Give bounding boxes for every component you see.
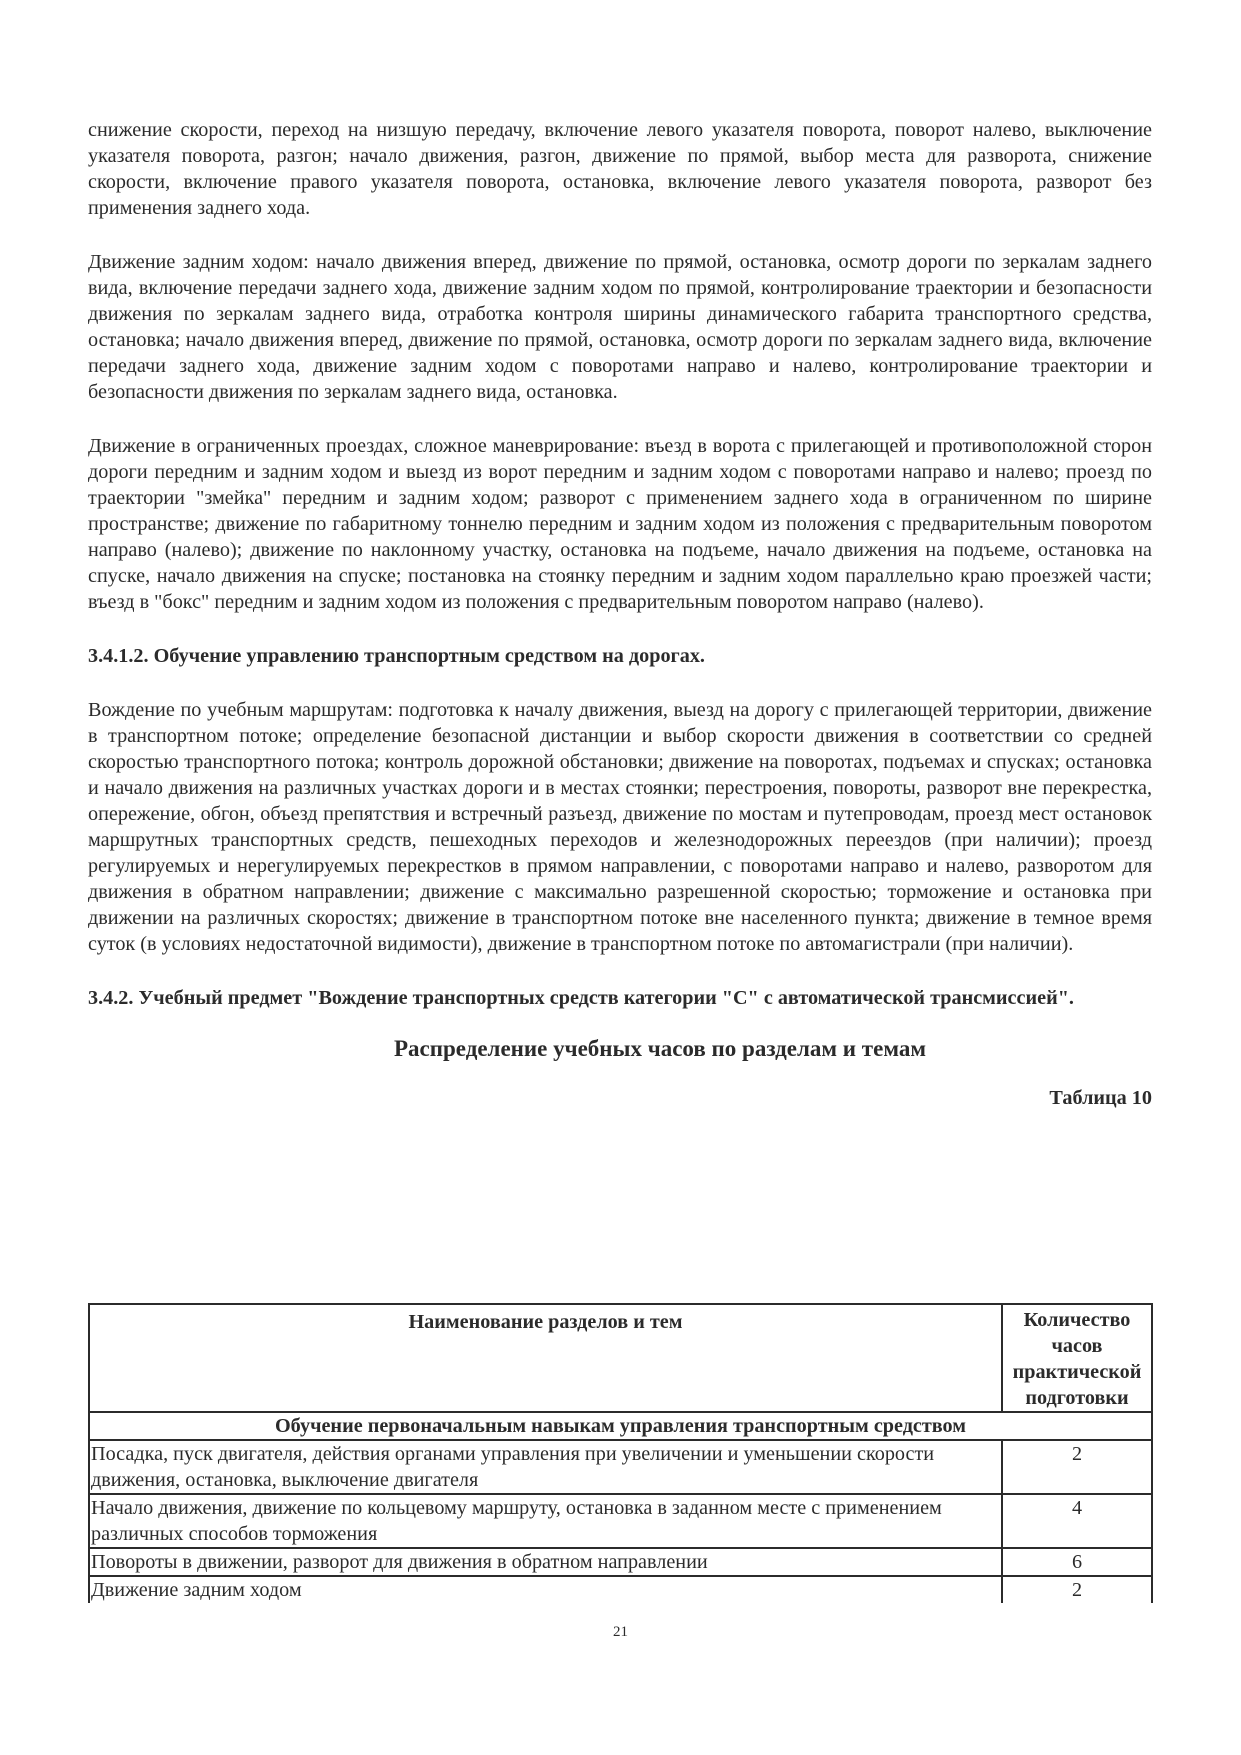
table-row [89,1548,1152,1576]
table-row [89,1576,1152,1603]
paragraph-limited-passages: Движение в ограниченных проездах, сложное маневрирование: въезд в ворота с прилегающей и противоположной сторон дороги передним и задним ходом и выезд из ворот передним и задним ходом с поворотами направо и налево; проезд по траектории "змейка" передним и задним ходом; разворот с применением заднего хода в ограниченном по ширине пространстве; движение по габаритному тоннелю передним и задним ходом из положения с предварительным поворотом направо (налево); движение по наклонному участку, остановка на подъеме, начало движения на подъеме, остановка на спуске, начало движения на спуске; постановка на стоянку передним и задним ходом параллельно краю проезжей части; въезд в "бокс" передним и задним ходом из положения с предварительным поворотом направо (налево). [88,435,1152,613]
header-topic-name: Наименование разделов и тем [89,1304,1002,1412]
table-row [89,1494,1152,1548]
page-number: 21 [613,1624,628,1640]
section-heading-3412: 3.4.1.2. Обучение управлению транспортным средством на дорогах. [88,645,705,667]
table-section-row [89,1412,1152,1440]
paragraph-training-routes: Вождение по учебным маршрутам: подготовка к началу движения, выезд на дорогу с прилегающей территории, движение в транспортном потоке; определение безопасной дистанции и выбор скорости движения в соответствии со средней скоростью транспортного потока; контроль дорожной обстановки; движение на поворотах, подъемах и спусках; остановка и начало движения на различных участках дороги и в местах стоянки; перестроения, повороты, разворот вне перекрестка, опережение, обгон, объезд препятствия и встречный разъезд, движение по мостам и путепроводам, проезд мест остановок маршрутных транспортных средств, пешеходных переходов и железнодорожных переездов (при наличии); проезд регулируемых и нерегулируемых перекрестков в прямом направлении, с поворотами направо и налево, разворотом для движения в обратном направлении; движение с максимально разрешенной скоростью; торможение и остановка при движении на различных скоростях; движение в транспортном потоке вне населенного пункта; движение в темное время суток (в условиях недостаточной видимости), движение в транспортном потоке по автомагистрали (при наличии). [88,699,1152,955]
topic-hours: 6 [1002,1548,1152,1576]
topic-name: Посадка, пуск двигателя, действия органами управления при увеличении и уменьшении скорости движения, остановка, выключение двигателя [89,1440,1002,1494]
section-heading-342: 3.4.2. Учебный предмет "Вождение транспортных средств категории "C" с автоматической трансмиссией". [88,987,1074,1009]
topic-name: Движение задним ходом [89,1576,1002,1603]
paragraph-reverse-driving: Движение задним ходом: начало движения вперед, движение по прямой, остановка, осмотр дороги по зеркалам заднего вида, включение передачи заднего хода, движение задним ходом по прямой, контролирование траектории и безопасности движения по зеркалам заднего вида, отработка контроля ширины динамического габарита транспортного средства, остановка; начало движения вперед, движение по прямой, остановка, осмотр дороги по зеркалам заднего вида, включение передачи заднего хода, движение задним ходом с поворотами направо и налево, контролирование траектории и безопасности движения по зеркалам заднего вида, остановка. [88,251,1152,403]
header-practical-hours: Количество часов практической подготовки [1002,1304,1152,1412]
topic-name: Повороты в движении, разворот для движения в обратном направлении [89,1548,1002,1576]
paragraph-u-turn: снижение скорости, переход на низшую передачу, включение левого указателя поворота, поворот налево, выключение указателя поворота, разгон; начало движения, разгон, движение по прямой, выбор места для разворота, снижение скорости, включение правого указателя поворота, остановка, включение левого указателя поворота, разворот без применения заднего хода. [88,119,1152,219]
table-label: Таблица 10 [1049,1087,1152,1109]
table-row [89,1440,1152,1494]
distribution-title: Распределение учебных часов по разделам и темам [393,1036,926,1061]
section-title: Обучение первоначальным навыкам управления транспортным средством [89,1412,1152,1440]
topic-name: Начало движения, движение по кольцевому маршруту, остановка в заданном месте с применением различных способов торможения [89,1494,1002,1548]
table-header-row [89,1304,1152,1412]
hours-table [88,1303,1153,1603]
topic-hours: 2 [1002,1576,1152,1603]
topic-hours: 2 [1002,1440,1152,1494]
document-page [88,117,1152,1111]
topic-hours: 4 [1002,1494,1152,1548]
